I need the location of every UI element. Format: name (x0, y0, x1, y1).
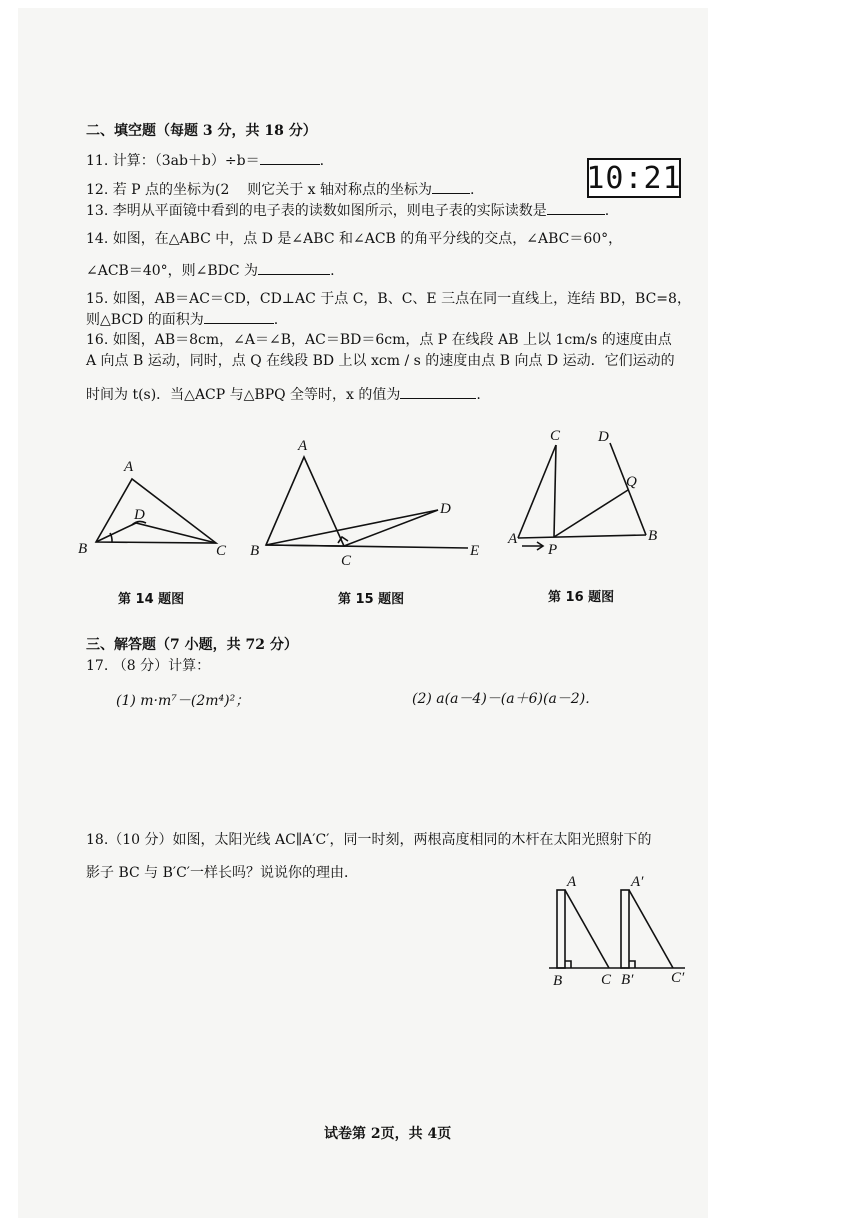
fig18-right-angle-b2 (629, 961, 635, 968)
q14-text: ∠ACB＝40°，则∠BDC 为 (86, 263, 259, 279)
fig14-label-b: B (78, 541, 88, 557)
figure-18 (545, 868, 705, 993)
section3-title: 三、解答题（7 小题，共 72 分） (86, 637, 298, 653)
fig16-label-d: D (598, 429, 609, 445)
fig18-label-b: B (553, 973, 563, 989)
q13-text: 13. 李明从平面镜中看到的电子表的读数如图所示，则电子表的实际读数是 (86, 203, 547, 219)
page-footer: 试卷第 2页，共 4页 (324, 1126, 452, 1142)
fig14-label-d: D (134, 507, 145, 523)
fig15-label-c: C (341, 553, 352, 569)
question-16-line3: 时间为 t(s)．当△ACP 与△BPQ 全等时，x 的值为 . (86, 387, 481, 403)
q16-blank (400, 386, 476, 399)
fig18-label-a: A (567, 874, 577, 890)
fig18-label-c-prime: C′ (671, 970, 685, 986)
question-12: 12. 若 P 点的坐标为(2 则它关于 x 轴对称点的坐标为 . (86, 182, 475, 198)
question-16-line1: 16. 如图，AB＝8cm，∠A＝∠B，AC＝BD＝6cm，点 P 在线段 AB 上以 1cm/s 的速度由点 (86, 332, 672, 348)
fig18-pole-a2b2 (621, 890, 629, 968)
fig16-line-ac (518, 445, 556, 538)
fig18-sunray-ac (565, 890, 609, 968)
fig18-label-b-prime: B′ (621, 972, 634, 988)
fig16-label-p: P (548, 542, 558, 558)
question-14-line2: ∠ACB＝40°，则∠BDC 为 . (86, 263, 335, 279)
fig16-label-q: Q (626, 474, 637, 490)
figures-row (70, 425, 710, 625)
fig15-label-d: D (440, 501, 451, 517)
question-17: 17. （8 分）计算： (86, 658, 211, 674)
q12-text-a: 12. 若 P 点的坐标为(2 (86, 182, 230, 198)
fig16-label-b: B (648, 528, 658, 544)
fig15-line-cd (344, 510, 438, 546)
fig16-caption: 第 16 题图 (548, 590, 615, 605)
fig15-line-bd (266, 510, 438, 545)
fig14-label-a: A (124, 459, 134, 475)
q15-blank (204, 311, 274, 324)
question-18-line2: 影子 BC 与 B′C′一样长吗？说说你的理由． (86, 865, 358, 881)
fig16-label-a: A (508, 531, 518, 547)
fig16-label-c: C (550, 428, 561, 444)
q12-text-b: 则它关于 x 轴对称点的坐标为 (247, 182, 433, 198)
question-18-line1: 18.（10 分）如图，太阳光线 AC∥A′C′，同一时刻，两根高度相同的木杆在太阳光照射下的 (86, 832, 652, 848)
figure-14 (96, 479, 216, 543)
fig15-label-b: B (250, 543, 260, 559)
fig18-right-angle-b (565, 961, 571, 968)
fig14-bisectors (96, 523, 216, 543)
fig18-label-a-prime: A′ (631, 874, 644, 890)
fig15-line-be (266, 545, 468, 548)
question-17-part2: (2) a(a－4)－(a＋6)(a－2)． (412, 691, 600, 707)
question-14-line1: 14. 如图，在△ABC 中，点 D 是∠ABC 和∠ACB 的角平分线的交点，∠ABC＝60°， (86, 231, 623, 247)
fig16-line-cp (554, 445, 556, 537)
fig14-caption: 第 14 题图 (118, 592, 185, 607)
fig16-line-ab (518, 535, 646, 538)
section2-title: 二、填空题（每题 3 分，共 18 分） (86, 123, 317, 139)
q11-blank (260, 152, 320, 165)
figure-15 (266, 457, 468, 548)
figure-16 (518, 443, 646, 550)
fig14-label-c: C (216, 543, 227, 559)
fig15-triangle-abc (266, 457, 344, 546)
fig18-sunray-a2c2 (629, 890, 673, 968)
question-13: 13. 李明从平面镜中看到的电子表的读数如图所示，则电子表的实际读数是 . (86, 203, 610, 219)
fig18-pole-ab (557, 890, 565, 968)
fig15-label-e: E (470, 543, 480, 559)
q13-blank (547, 202, 605, 215)
question-17-part1: (1) m·m⁷－(2m⁴)²； (116, 693, 250, 709)
fig15-caption: 第 15 题图 (338, 592, 405, 607)
mirror-clock-display: 10:21 (587, 158, 681, 198)
question-15-line2: 则△BCD 的面积为 . (86, 312, 279, 328)
question-16-line2: A 向点 B 运动，同时，点 Q 在线段 BD 上以 xcm / s 的速度由点 B 向点 D 运动．它们运动的 (86, 353, 675, 369)
fig16-line-pq (554, 490, 628, 537)
q11-text: 11. 计算：（3ab＋b）÷b＝ (86, 153, 260, 169)
fig15-label-a: A (298, 438, 308, 454)
question-11: 11. 计算：（3ab＋b）÷b＝ . (86, 153, 325, 169)
q15-text: 则△BCD 的面积为 (86, 312, 204, 328)
q12-blank (432, 181, 470, 194)
q14-blank (258, 262, 330, 275)
question-15-line1: 15. 如图，AB＝AC＝CD，CD⊥AC 于点 C，B、C、E 三点在同一直线上，连结 BD，BC=8， (86, 291, 691, 307)
fig18-label-c: C (601, 972, 612, 988)
q16-text: 时间为 t(s)．当△ACP 与△BPQ 全等时，x 的值为 (86, 387, 401, 403)
